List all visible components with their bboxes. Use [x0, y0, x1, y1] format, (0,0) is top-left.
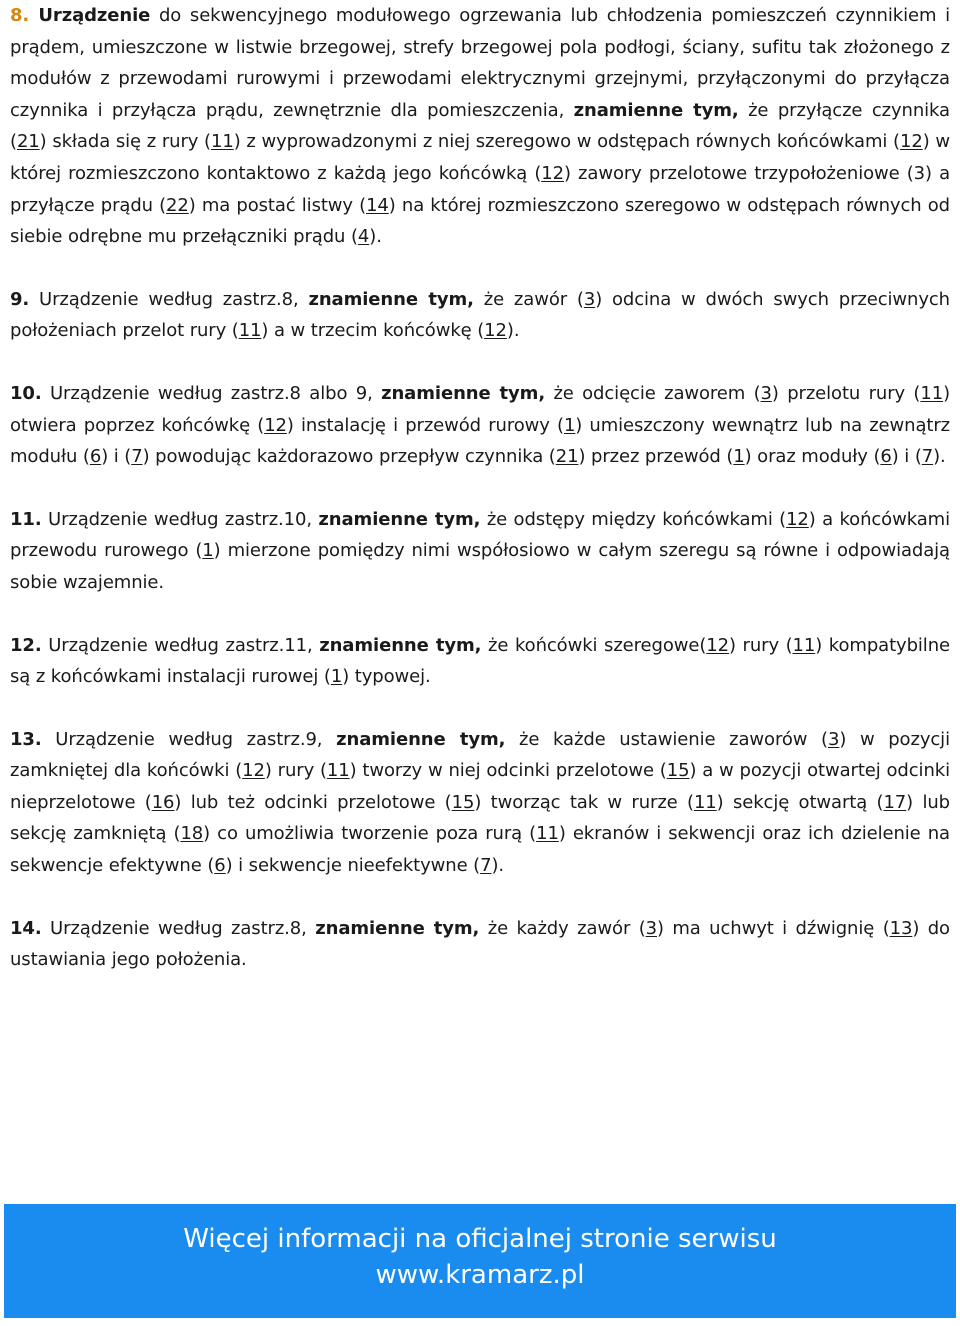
reference-number: 6 — [214, 855, 226, 877]
bold-text: znamienne tym, — [319, 634, 482, 656]
reference-number: 12 — [264, 414, 287, 436]
text-run: że przyłącze czynnika ( — [10, 99, 950, 153]
text-run: ) a końcówkami przewodu rurowego ( — [10, 508, 950, 562]
text-run: Urządzenie według zastrz.11, — [41, 634, 320, 656]
text-run: ) powodując każdorazowo przepływ czynnika ( — [142, 446, 556, 468]
footer-info-text: Więcej informacji na oficjalnej stronie serwisu — [183, 1224, 777, 1254]
text-run: ) w pozycji zamkniętej dla końcówki ( — [10, 728, 950, 782]
reference-number: 6 — [89, 446, 102, 468]
bold-text: znamienne tym, — [318, 508, 481, 530]
reference-number: 11 — [792, 634, 816, 656]
reference-number: 1 — [202, 540, 214, 562]
text-run: ) ma uchwyt i dźwignię ( — [656, 917, 890, 939]
claim-paragraph — [10, 630, 950, 693]
reference-number: 11 — [536, 823, 559, 845]
text-run: do sekwencyjnego modułowego ogrzewania lub chłodzenia pomieszczeń czynnikiem i prądem, umieszczone w listwie brzegowej, strefy brzegowej pola podłogi, ściany, sufitu tak złożonego z modułów z przewodami rurowymi i przewodami elektrycznymi grzejnymi, przyłączonymi do przyłącza czynnika i przyłącza prądu, zewnętrznie dla pomieszczenia, — [10, 5, 950, 121]
reference-number: 15 — [451, 791, 475, 813]
reference-number: 18 — [180, 823, 204, 845]
document-body — [10, 0, 950, 1007]
text-run: ) do ustawiania jego położenia. — [10, 917, 950, 971]
text-run: ) i ( — [891, 446, 922, 468]
bold-text: znamienne tym, — [573, 99, 739, 121]
text-run: Urządzenie według zastrz.9, — [41, 728, 337, 750]
text-run: że zawór ( — [473, 288, 584, 310]
reference-number: 6 — [880, 446, 892, 468]
text-run: ) ma postać listwy ( — [188, 194, 367, 216]
reference-number: 3 — [760, 382, 772, 404]
text-run: ). — [933, 446, 946, 468]
claim-paragraph — [10, 378, 950, 473]
reference-number: 12 — [484, 320, 507, 342]
bold-text: znamienne tym, — [315, 917, 480, 939]
text-run: ) w której rozmieszczono kontaktowo z każdą jego końcówką ( — [10, 131, 950, 184]
text-run: ) ekranów i sekwencji oraz ich dzielenie na sekwencje efektywne ( — [10, 823, 950, 877]
text-run: że końcówki szeregowe( — [481, 634, 707, 656]
text-run: ) umieszczony wewnątrz lub na zewnątrz modułu ( — [10, 414, 950, 468]
reference-number: 13 — [889, 917, 913, 939]
reference-number: 16 — [151, 791, 175, 813]
reference-number: 7 — [131, 446, 143, 468]
reference-number: 11 — [210, 131, 234, 153]
footer-banner[interactable] — [4, 1204, 956, 1318]
claim-paragraph — [10, 504, 950, 599]
text-run: ) tworzy w niej odcinki przelotowe ( — [349, 760, 667, 782]
reference-number: 22 — [166, 194, 189, 216]
text-run: ). — [369, 226, 382, 248]
claim-paragraph — [10, 913, 950, 976]
claim-number: 8. — [10, 5, 39, 26]
text-run: ) i ( — [101, 446, 132, 468]
claim-paragraph — [10, 0, 950, 253]
reference-number: 12 — [899, 131, 923, 153]
text-run: ) rury ( — [729, 634, 793, 656]
text-run: ) przez przewód ( — [578, 446, 734, 468]
text-run: ) a w trzecim końcówkę ( — [261, 320, 485, 342]
text-run: Urządzenie według zastrz.8, — [41, 917, 316, 939]
text-run: ) oraz moduły ( — [744, 446, 881, 468]
text-run: że odcięcie zaworem ( — [545, 382, 761, 404]
bold-text: Urządzenie — [38, 5, 151, 26]
claim-number: 11. — [10, 508, 42, 530]
reference-number: 15 — [666, 760, 690, 782]
claim-paragraph — [10, 724, 950, 882]
text-run: ) tworząc tak w rurze ( — [474, 791, 694, 813]
text-run: ) lub też odcinki przelotowe ( — [174, 791, 452, 813]
text-run: ) lub sekcję zamkniętą ( — [10, 791, 950, 845]
bold-text: znamienne tym, — [381, 382, 546, 404]
text-run: ) kompatybilne są z końcówkami instalacji rurowej ( — [10, 634, 950, 688]
text-run: Urządzenie według zastrz.8, — [29, 288, 309, 310]
reference-number: 12 — [706, 634, 729, 656]
reference-number: 11 — [693, 791, 717, 813]
reference-number: 17 — [883, 791, 907, 813]
text-run: ) zawory przelotowe trzypołożeniowe (3) a przyłącze prądu ( — [10, 162, 951, 216]
bold-text: znamienne tym, — [308, 288, 474, 310]
reference-number: 3 — [583, 288, 596, 310]
reference-number: 7 — [921, 446, 934, 468]
reference-number: 1 — [733, 446, 745, 468]
text-run: ) sekcję otwartą ( — [716, 791, 884, 813]
text-run: ) rury ( — [264, 760, 327, 782]
reference-number: 12 — [786, 508, 809, 530]
reference-number: 3 — [827, 728, 840, 750]
claim-number: 9. — [10, 288, 30, 310]
text-run: ) składa się z rury ( — [39, 131, 211, 153]
reference-number: 3 — [645, 917, 657, 939]
bold-text: znamienne tym, — [336, 728, 506, 750]
text-run: ) mierzone pomiędzy nimi współosiowo w całym szeregu są równe i odpowiadają sobie wzajemnie. — [10, 540, 950, 593]
claim-paragraph — [10, 284, 950, 347]
text-run: ) otwiera poprzez końcówkę ( — [10, 382, 951, 436]
reference-number: 4 — [357, 226, 370, 248]
text-run: że każde ustawienie zaworów ( — [505, 728, 828, 750]
text-run: ) odcina w dwóch swych przeciwnych położeniach przelot rury ( — [10, 288, 950, 342]
reference-number: 11 — [326, 760, 350, 782]
reference-number: 1 — [563, 414, 576, 436]
text-run: ) przelotu rury ( — [771, 382, 921, 404]
text-run: że każdy zawór ( — [479, 917, 646, 939]
reference-number: 11 — [238, 320, 262, 342]
text-run: ) na której rozmieszczono szeregowo w odstępach równych od siebie odrębne mu przełączniki prądu ( — [10, 194, 950, 248]
text-run: ) a w pozycji otwartej odcinki nieprzelotowe ( — [10, 760, 950, 813]
text-run: Urządzenie według zastrz.8 albo 9, — [41, 382, 382, 404]
reference-number: 12 — [541, 162, 564, 184]
text-run: ). — [491, 855, 505, 877]
text-run: ) z wyprowadzonymi z niej szeregowo w odstępach równych końcówkami ( — [233, 131, 900, 153]
reference-number: 11 — [920, 382, 944, 404]
footer-website-link[interactable]: www.kramarz.pl — [375, 1260, 585, 1290]
text-run: ). — [506, 320, 520, 342]
claim-number: 12. — [10, 634, 42, 656]
text-run: ) instalację i przewód rurowy ( — [286, 414, 564, 436]
reference-number: 12 — [242, 760, 265, 782]
text-run: Urządzenie według zastrz.10, — [41, 508, 319, 530]
claim-number: 10. — [10, 382, 42, 404]
text-run: ) i sekwencje nieefektywne ( — [225, 855, 481, 877]
reference-number: 1 — [330, 666, 343, 688]
reference-number: 21 — [16, 131, 40, 153]
claim-number: 14. — [10, 917, 42, 939]
claim-number: 13. — [10, 728, 42, 750]
reference-number: 21 — [555, 446, 579, 468]
text-run: ) co umożliwia tworzenie poza rurą ( — [203, 823, 537, 845]
reference-number: 14 — [366, 194, 389, 216]
text-run: że odstępy między końcówkami ( — [480, 508, 787, 530]
text-run: ) typowej. — [342, 666, 431, 688]
reference-number: 7 — [480, 855, 492, 877]
